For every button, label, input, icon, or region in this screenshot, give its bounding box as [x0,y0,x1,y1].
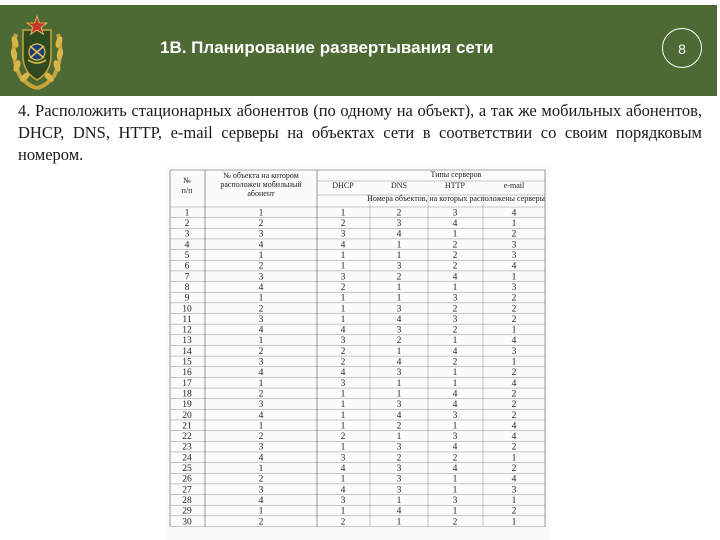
table-cell: 1 [452,474,458,485]
table-cell: 3 [258,314,264,325]
header-server-col: HTTP [445,181,465,190]
table-cell: 2 [340,219,346,230]
table-cell: 1 [258,336,264,347]
table-cell: 4 [258,410,264,421]
table-cell: 3 [340,453,346,464]
row-number: 13 [182,336,192,347]
row-number: 9 [184,293,190,304]
table-cell: 4 [396,506,402,517]
row-number: 4 [184,240,190,251]
row-number: 14 [182,346,192,357]
table-cell: 1 [452,282,458,293]
table-cell: 4 [452,346,458,357]
table-cell: 2 [258,219,264,230]
table-cell: 2 [511,442,517,453]
table-cell: 2 [452,240,458,251]
row-number: 1 [184,208,190,219]
header-num-label: № [183,176,191,185]
table-cell: 2 [258,432,264,443]
table-cell: 2 [452,325,458,336]
row-number: 10 [182,304,192,315]
table-cell: 1 [396,517,402,528]
table-cell: 3 [396,325,402,336]
table-cell: 4 [511,378,517,389]
table-cell: 1 [340,389,346,400]
table-cell: 2 [452,304,458,315]
table-cell: 2 [340,357,346,368]
table-cell: 3 [396,474,402,485]
slide-title: 1В. Планирование развертывания сети [160,38,494,57]
row-number: 18 [182,389,192,400]
table-cell: 1 [452,378,458,389]
row-number: 22 [182,432,192,443]
table-cell: 2 [452,261,458,272]
row-number: 25 [182,464,192,474]
table-cell: 1 [258,293,264,304]
table-cell: 2 [511,368,517,379]
table-cell: 4 [258,282,264,293]
table-cell: 3 [452,293,458,304]
row-number: 21 [182,421,192,432]
table-cell: 4 [511,208,517,219]
table-cell: 3 [511,346,517,357]
table-cell: 3 [258,442,264,453]
page-number-badge: 8 [662,28,702,68]
table-cell: 2 [511,506,517,517]
table-cell: 2 [452,357,458,368]
table-cell: 4 [340,485,346,496]
military-emblem-icon [6,12,68,90]
table-cell: 3 [396,368,402,379]
table-cell: 1 [340,400,346,411]
table-cell: 2 [396,453,402,464]
table-cell: 3 [452,314,458,325]
table-cell: 2 [340,282,346,293]
table-cell: 4 [396,229,402,240]
table-cell: 1 [340,208,346,219]
row-number: 2 [184,219,190,230]
header-server-col: e-mail [503,181,525,190]
table-cell: 4 [452,464,458,474]
table-cell: 3 [340,495,346,506]
header-subtitle: Номера объектов, на которых расположены серверы [367,194,545,203]
table-cell: 2 [511,400,517,411]
table-cell: 1 [511,495,517,506]
table-cell: 1 [258,506,264,517]
table-cell: 1 [340,506,346,517]
table-cell: 1 [340,304,346,315]
row-number: 28 [182,495,192,506]
table-cell: 1 [340,410,346,421]
table-cell: 1 [511,517,517,528]
table-cell: 1 [511,219,517,230]
table-cell: 4 [258,453,264,464]
table-cell: 2 [258,304,264,315]
table-cell: 3 [452,208,458,219]
table-cell: 2 [340,432,346,443]
row-number: 24 [182,453,192,464]
table-cell: 4 [258,368,264,379]
table-cell: 4 [452,272,458,283]
table-cell: 2 [452,251,458,261]
table-cell: 2 [396,421,402,432]
table-cell: 4 [396,410,402,421]
table-cell: 2 [396,208,402,219]
table-cell: 2 [511,229,517,240]
table-cell: 3 [511,485,517,496]
table-cell: 1 [340,421,346,432]
table-cell: 4 [340,240,346,251]
table-cell: 1 [340,251,346,261]
table-cell: 2 [511,314,517,325]
row-number: 20 [182,410,192,421]
table-cell: 2 [511,410,517,421]
table-cell: 3 [396,400,402,411]
table-cell: 4 [258,495,264,506]
table-cell: 4 [452,442,458,453]
table-cell: 3 [396,464,402,474]
table-cell: 2 [511,293,517,304]
table-cell: 1 [258,421,264,432]
table-cell: 3 [396,219,402,230]
table-cell: 4 [396,357,402,368]
row-number: 15 [182,357,192,368]
table-cell: 4 [396,314,402,325]
row-number: 11 [182,314,192,325]
table-cell: 1 [452,336,458,347]
table-cell: 2 [396,336,402,347]
row-number: 26 [182,474,192,485]
table-cell: 1 [511,453,517,464]
table-cell: 3 [258,272,264,283]
table-cell: 1 [396,240,402,251]
table-cell: 2 [258,346,264,357]
slide-header [0,0,720,96]
table-cell: 3 [396,442,402,453]
row-number: 5 [184,251,190,261]
table-cell: 3 [340,272,346,283]
table-cell: 4 [340,464,346,474]
table-cell: 1 [452,368,458,379]
row-number: 8 [184,282,190,293]
header-server-col: DNS [390,181,408,190]
table-cell: 3 [340,336,346,347]
row-number: 30 [182,517,192,528]
table-cell: 1 [452,421,458,432]
table-cell: 4 [258,325,264,336]
table-cell: 2 [258,474,264,485]
server-placement-table [165,166,550,540]
table-cell: 1 [340,442,346,453]
table-cell: 1 [396,282,402,293]
table-cell: 4 [511,474,517,485]
table-cell: 1 [396,432,402,443]
table-cell: 3 [258,400,264,411]
table-cell: 1 [396,378,402,389]
table-cell: 4 [511,421,517,432]
table-cell: 3 [340,229,346,240]
row-number: 16 [182,368,192,379]
row-number: 29 [182,506,192,517]
table-cell: 1 [396,495,402,506]
table-cell: 1 [452,506,458,517]
table-cell: 2 [452,517,458,528]
table-cell: 1 [258,378,264,389]
table-cell: 3 [258,485,264,496]
row-number: 3 [184,229,190,240]
header-mobile-label: № объекта на котором [223,171,299,180]
table-cell: 3 [396,485,402,496]
table-cell: 4 [452,400,458,411]
table-cell: 1 [340,293,346,304]
table-cell: 1 [340,314,346,325]
row-number: 6 [184,261,190,272]
row-number: 7 [184,272,190,283]
table-cell: 2 [511,464,517,474]
table-cell: 2 [511,304,517,315]
table-cell: 2 [340,517,346,528]
table-cell: 3 [511,282,517,293]
table-cell: 1 [396,389,402,400]
table-cell: 3 [258,229,264,240]
row-number: 23 [182,442,192,453]
table-cell: 1 [452,485,458,496]
table-cell: 4 [511,261,517,272]
table-cell: 3 [452,410,458,421]
table-cell: 3 [340,378,346,389]
scanned-table-image [165,166,550,540]
table-cell: 3 [258,357,264,368]
table-cell: 2 [340,346,346,357]
header-server-types: Типы серверов [430,170,482,179]
table-cell: 2 [452,453,458,464]
header-mobile-label: расположен мобильный [220,180,302,189]
table-cell: 2 [258,261,264,272]
table-cell: 1 [396,251,402,261]
table-cell: 1 [511,357,517,368]
table-cell: 4 [452,219,458,230]
table-cell: 1 [340,261,346,272]
table-cell: 4 [258,240,264,251]
task-paragraph: 4. Расположить стационарных абонентов (по одному на объект), а так же мобильных абонентов, DHCP, DNS, HTTP, e-mail серверы на объектах сети в соответствии со своим порядковым номером. [18,101,702,164]
header-num-label: п/п [181,186,193,195]
row-number: 12 [182,325,192,336]
table-cell: 2 [396,272,402,283]
table-cell: 2 [511,389,517,400]
table-cell: 3 [396,261,402,272]
table-cell: 1 [340,474,346,485]
header-mobile-label: абонент [247,189,275,198]
row-number: 17 [182,378,192,389]
table-cell: 3 [452,432,458,443]
table-cell: 4 [511,432,517,443]
table-cell: 3 [396,304,402,315]
row-number: 19 [182,400,192,411]
table-cell: 2 [258,389,264,400]
table-cell: 4 [340,325,346,336]
table-cell: 1 [396,346,402,357]
table-cell: 1 [396,293,402,304]
table-cell: 1 [258,464,264,474]
table-cell: 3 [511,240,517,251]
table-cell: 1 [511,325,517,336]
table-cell: 1 [452,229,458,240]
table-cell: 4 [340,368,346,379]
table-cell: 1 [258,251,264,261]
table-cell: 3 [452,495,458,506]
table-cell: 3 [511,251,517,261]
table-cell: 1 [258,208,264,219]
table-cell: 2 [258,517,264,528]
table-cell: 1 [511,272,517,283]
table-cell: 4 [511,336,517,347]
header-server-col: DHCP [332,181,354,190]
table-cell: 4 [452,389,458,400]
row-number: 27 [182,485,192,496]
